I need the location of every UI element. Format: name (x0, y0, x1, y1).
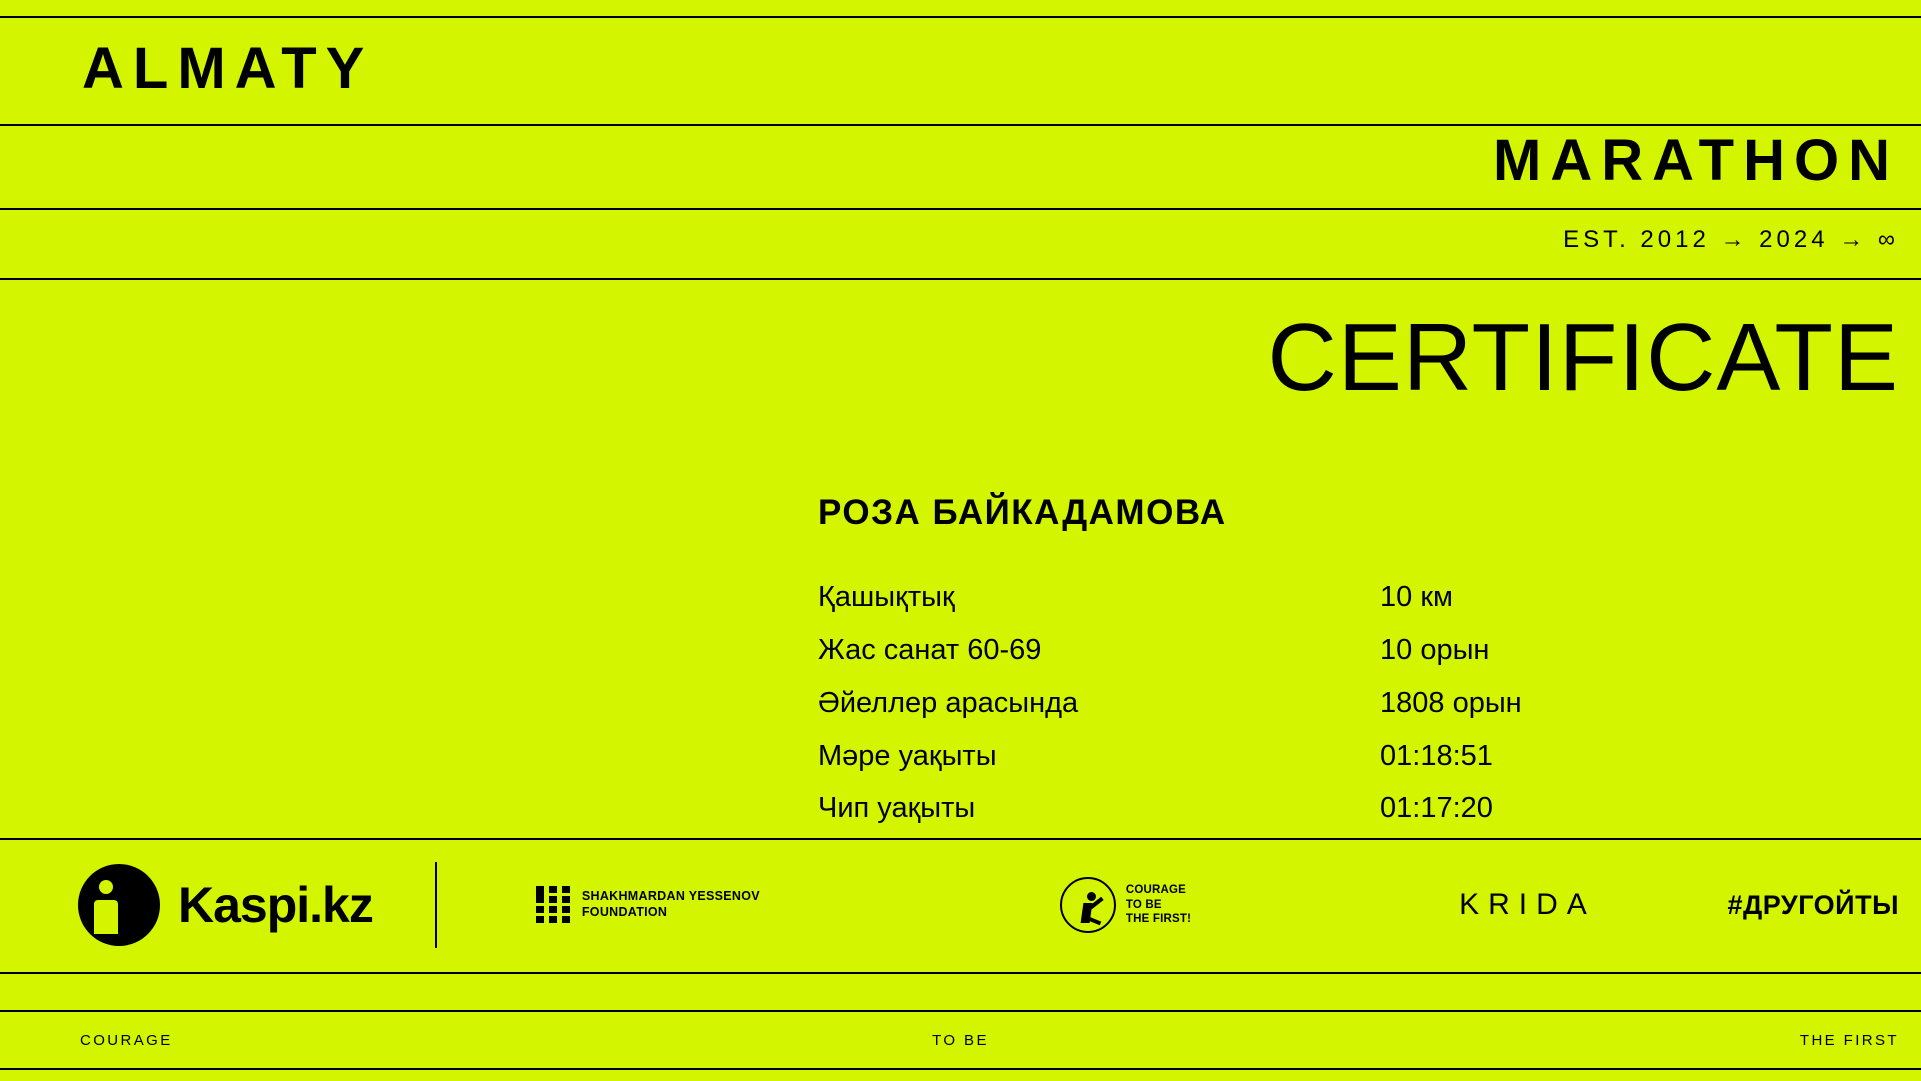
detail-value: 01:18:51 (1380, 739, 1493, 772)
brand-almaty: ALMATY (82, 36, 374, 101)
divider-line-under-est (0, 278, 1921, 280)
table-row (818, 789, 1618, 828)
established-years: EST. 2012 → 2024 → ∞ (1563, 226, 1899, 253)
sponsor-courage-fund (1060, 877, 1191, 933)
yessenov-logo-icon (536, 886, 570, 924)
courage-fund-wordmark (1126, 883, 1191, 927)
table-row (818, 631, 1618, 670)
kaspi-logo-icon (78, 864, 160, 946)
detail-label: Чип уақыты (818, 792, 976, 825)
detail-value: 1808 орын (1380, 686, 1522, 719)
detail-value: 10 км (1380, 581, 1453, 613)
sponsor-kaspi (78, 864, 373, 946)
footer-right: THE FIRST (1799, 1031, 1899, 1049)
athlete-name: РОЗА БАЙКАДАМОВА (818, 493, 1227, 532)
divider-line-under-almaty (0, 124, 1921, 126)
divider-line-under-marathon (0, 208, 1921, 210)
detail-label: Әйеллер арасында (818, 686, 1079, 719)
divider-line-bottom (0, 1068, 1921, 1070)
courage-fund-logo-icon (1060, 877, 1116, 933)
divider-line-top (0, 16, 1921, 18)
brand-marathon: MARATHON (1493, 128, 1899, 193)
table-row (818, 578, 1618, 617)
footer-center: TO BE (932, 1031, 989, 1049)
table-row (818, 737, 1618, 776)
courage-fund-line-1: COURAGE (1125, 883, 1187, 896)
divider-line-below-sponsors (0, 972, 1921, 974)
footer-left: COURAGE (80, 1031, 173, 1049)
detail-label: Жас санат 60-69 (818, 633, 1042, 666)
detail-label: Мәре уақыты (818, 739, 997, 772)
sponsor-yessenov-foundation (536, 886, 760, 924)
sponsor-bar (0, 840, 1921, 970)
hashtag-drugoity: #ДРУГОЙТЫ (1727, 889, 1899, 920)
table-row (818, 684, 1618, 723)
detail-value: 01:17:20 (1380, 792, 1493, 825)
kaspi-wordmark: Kaspi.kz (178, 877, 373, 933)
yessenov-wordmark (582, 889, 760, 920)
detail-label: Қашықтық (818, 581, 955, 613)
courage-fund-line-3: THE FIRST! (1125, 913, 1192, 926)
detail-value: 10 орын (1380, 633, 1490, 666)
yessenov-line-2: FOUNDATION (581, 905, 668, 919)
result-details (818, 578, 1618, 842)
sponsor-krida: KRIDA (1459, 888, 1596, 921)
footer-slogan (0, 1012, 1921, 1068)
sponsor-divider (435, 862, 437, 948)
yessenov-line-1: SHAKHMARDAN YESSENOV (581, 889, 760, 904)
courage-fund-line-2: TO BE (1125, 898, 1162, 911)
page-title: CERTIFICATE (1267, 304, 1899, 411)
